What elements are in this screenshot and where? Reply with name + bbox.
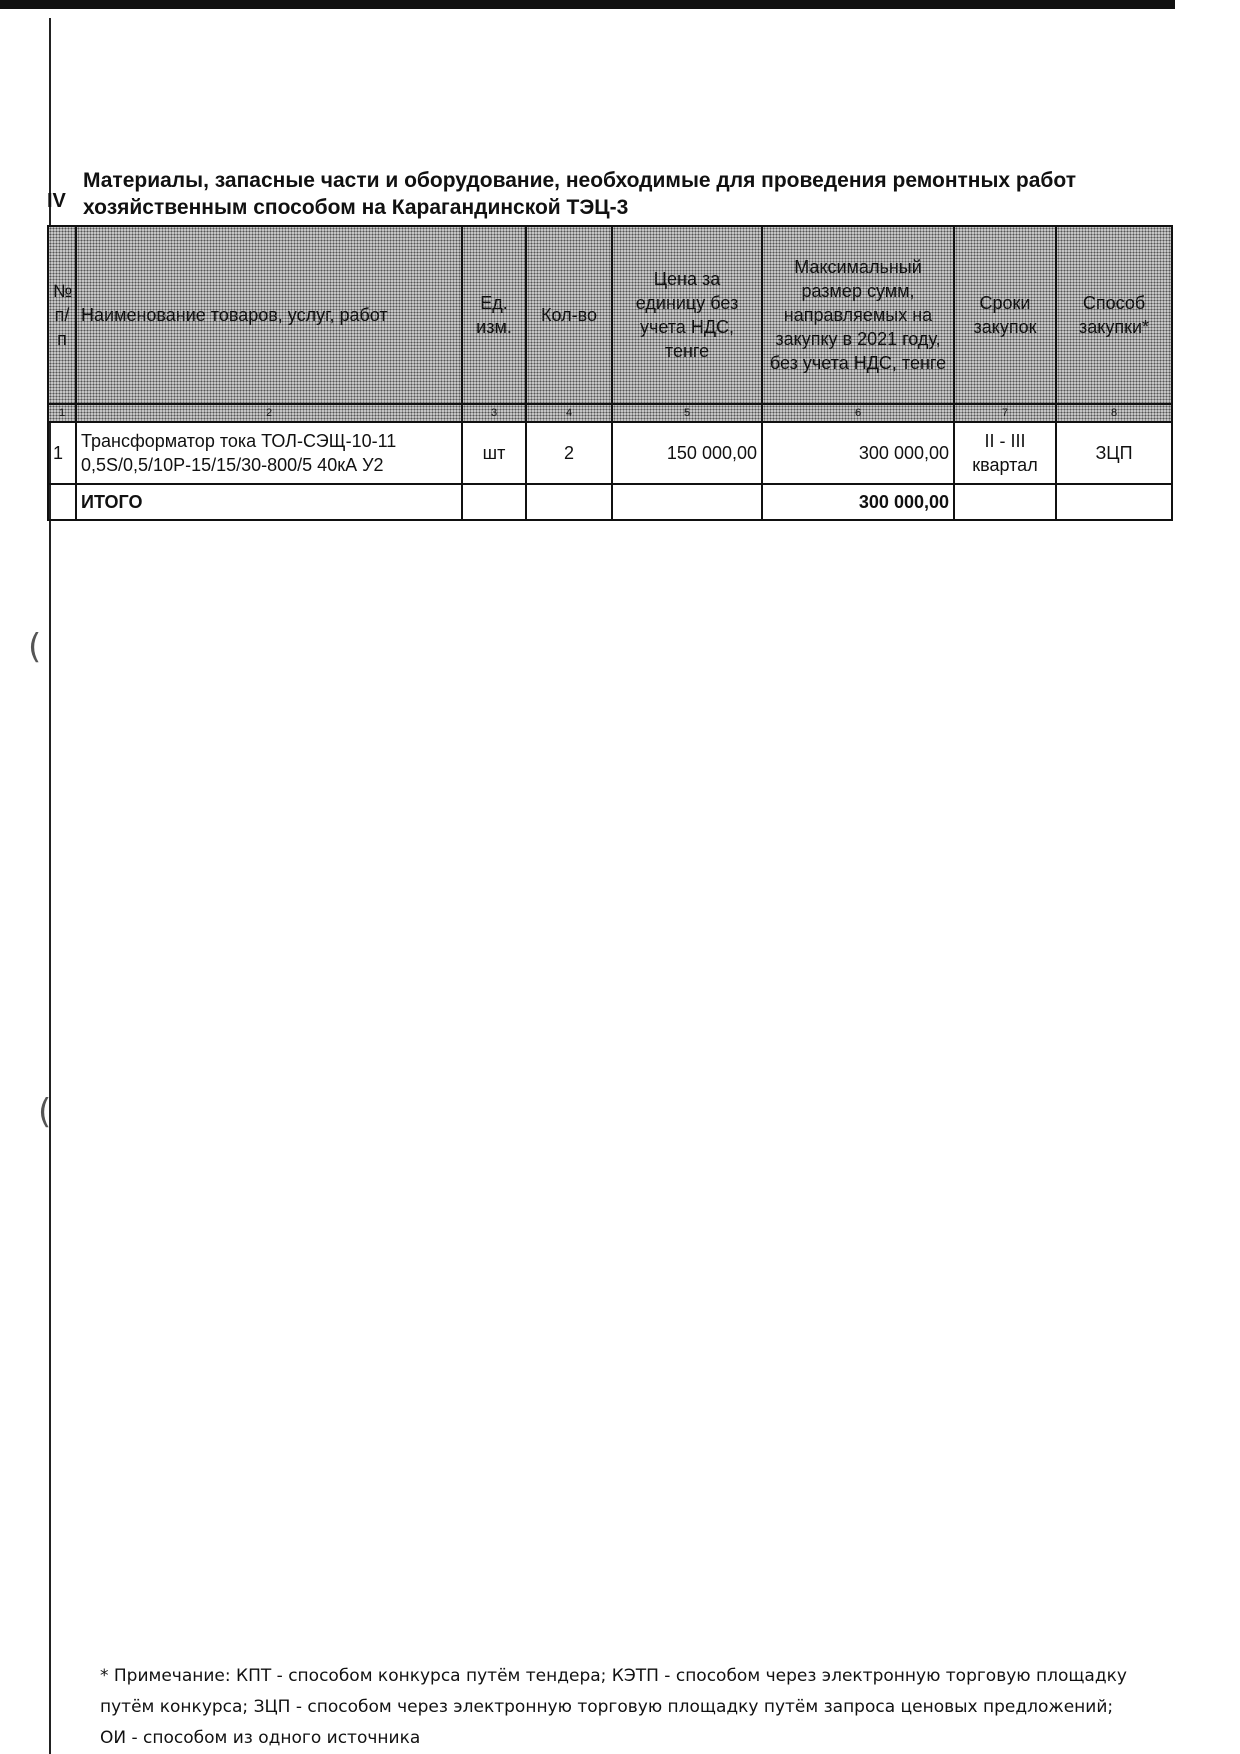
header-terms: Сроки закупок	[954, 226, 1056, 404]
total-empty-cell	[1056, 484, 1172, 520]
section-title: Материалы, запасные части и оборудование, необходимые для проведения ремонтных работ хозяйственным способом на Карагандинской ТЭЦ-3	[83, 169, 1076, 219]
header-no: № п/п	[48, 226, 76, 404]
total-max-amount: 300 000,00	[762, 484, 954, 520]
table-row	[48, 422, 1172, 484]
total-empty-cell	[462, 484, 526, 520]
row-unit: шт	[462, 422, 526, 484]
header-name: Наименование товаров, услуг, работ	[76, 226, 462, 404]
header-qty: Кол-во	[526, 226, 612, 404]
column-number: 8	[1056, 404, 1172, 422]
total-empty-cell	[526, 484, 612, 520]
row-terms: II - III квартал	[954, 422, 1056, 484]
column-number: 1	[48, 404, 76, 422]
column-number: 5	[612, 404, 762, 422]
column-number: 3	[462, 404, 526, 422]
scan-top-edge	[0, 0, 1175, 9]
binding-mark: (	[38, 1092, 52, 1132]
column-number: 7	[954, 404, 1056, 422]
header-method: Способ закупки*	[1056, 226, 1172, 404]
binding-mark: (	[28, 627, 42, 667]
column-number-row	[48, 404, 1172, 422]
row-max-amount: 300 000,00	[762, 422, 954, 484]
header-unit: Ед. изм.	[462, 226, 526, 404]
total-empty-cell	[48, 484, 76, 520]
column-number: 4	[526, 404, 612, 422]
section-number: IV	[47, 190, 66, 212]
header-max-amount: Максимальный размер сумм, направляемых на закупку в 2021 году, без учета НДС, тенге	[762, 226, 954, 404]
row-no: 1	[48, 422, 76, 484]
row-qty: 2	[526, 422, 612, 484]
table-header-row	[48, 226, 1172, 404]
total-label: ИТОГО	[76, 484, 462, 520]
total-row	[48, 484, 1172, 520]
procurement-table	[47, 225, 1173, 521]
header-price: Цена за единицу без учета НДС, тенге	[612, 226, 762, 404]
footnote: * Примечание: КПТ - способом конкурса путём тендера; КЭТП - способом через электронную торговую площадку путём конкурса; ЗЦП - способом через электронную торговую площадку путём запроса ценовых предложений; ОИ - способом из одного источника	[100, 1666, 1127, 1748]
row-method: ЗЦП	[1056, 422, 1172, 484]
row-price: 150 000,00	[612, 422, 762, 484]
column-number: 6	[762, 404, 954, 422]
total-empty-cell	[612, 484, 762, 520]
column-number: 2	[76, 404, 462, 422]
total-empty-cell	[954, 484, 1056, 520]
row-name: Трансформатор тока ТОЛ-СЭЩ-10-11 0,5S/0,5/10P-15/15/30-800/5 40кА У2	[76, 422, 462, 484]
